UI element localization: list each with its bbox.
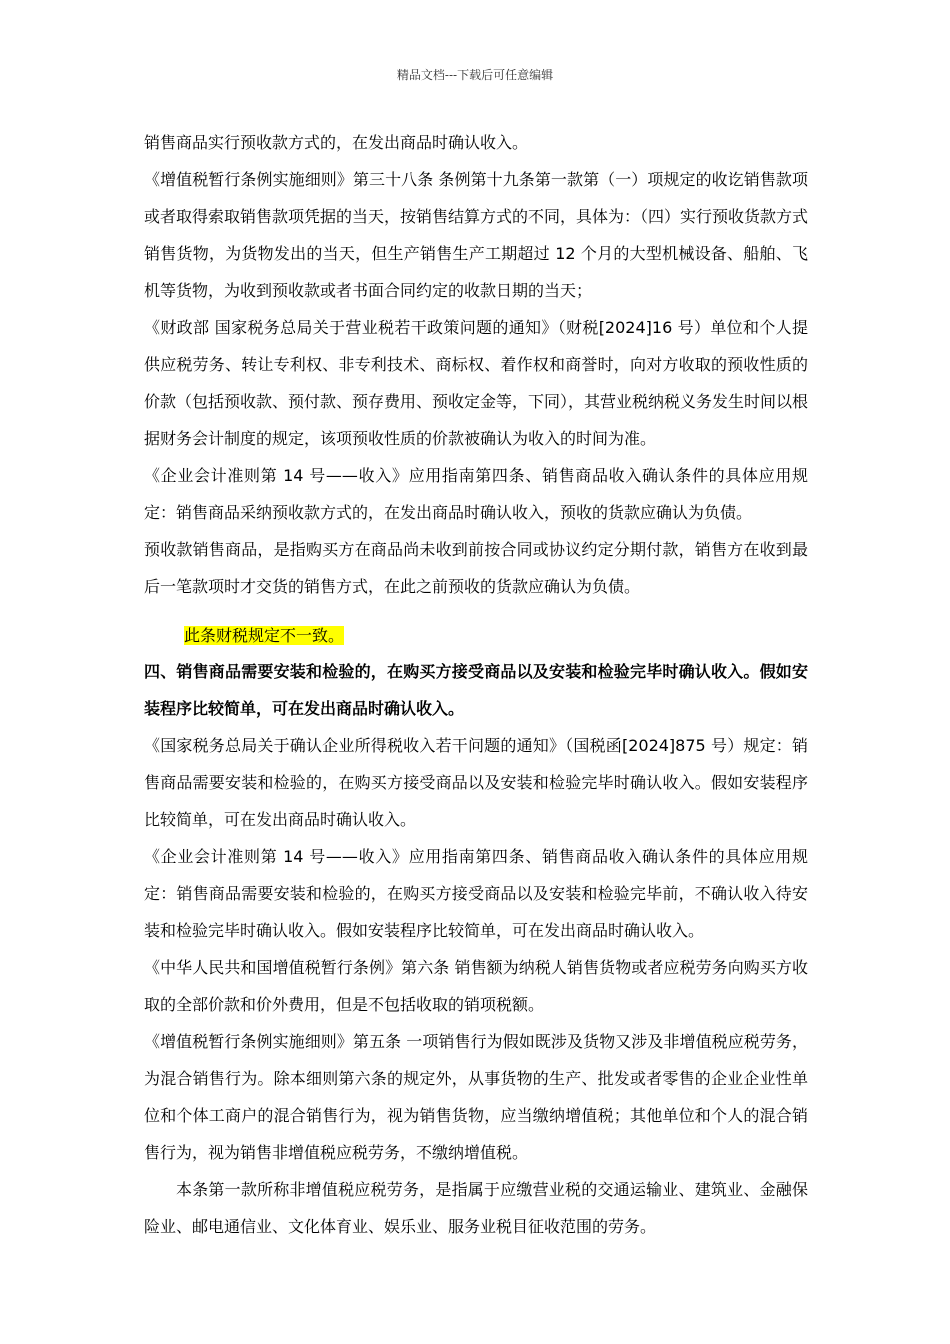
highlighted-note	[144, 619, 808, 653]
paragraph-accounting-standard-14-presale: 《企业会计准则第 14 号——收入》应用指南第四条、销售商品收入确认条件的具体应用规定：销售商品采纳预收款方式的，在发出商品时确认收入，预收的货款应确认为负债。	[144, 466, 808, 522]
paragraph-presale-revenue: 销售商品实行预收款方式的，在发出商品时确认收入。	[144, 133, 529, 152]
paragraph-non-vat-services: 本条第一款所称非增值税应税劳务，是指属于应缴营业税的交通运输业、建筑业、金融保险业、邮电通信业、文化体育业、娱乐业、服务业税目征收范围的劳务。	[144, 1180, 808, 1236]
paragraph-vat-rule-38: 《增值税暂行条例实施细则》第三十八条 条例第十九条第一款第（一）项规定的收讫销售款项或者取得索取销售款项凭据的当天，按销售结算方式的不同，具体为：（四）实行预收货款方式销售货物，为货物发出的当天，但生产销售生产工期超过 12 个月的大型机械设备、船舶、飞机等货物，为收到预收款或者书面合同约定的收款日期的当天；	[144, 170, 809, 300]
paragraph-business-tax-notice: 《财政部 国家税务总局关于营业税若干政策问题的通知》（财税[2024]16 号）单位和个人提供应税劳务、转让专利权、非专利技术、商标权、着作权和商誉时，向对方收取的预收性质的价款（包括预收款、预付款、预存费用、预收定金等，下同），其营业税纳税义务发生时间以根据财务会计制度的规定，该项预收性质的价款被确认为收入的时间为准。	[144, 318, 809, 448]
document-body	[144, 124, 808, 1245]
spacer	[144, 605, 808, 619]
paragraph-vat-rule-5: 《增值税暂行条例实施细则》第五条 一项销售行为假如既涉及货物又涉及非增值税应税劳务，为混合销售行为。除本细则第六条的规定外，从事货物的生产、批发或者零售的企业企业性单位和个体工商户的混合销售行为，视为销售货物，应当缴纳增值税；其他单位和个人的混合销售行为，视为销售非增值税应税劳务，不缴纳增值税。	[144, 1032, 808, 1162]
section-heading-4: 四、销售商品需要安装和检验的，在购买方接受商品以及安装和检验完毕时确认收入。假如安装程序比较简单，可在发出商品时确认收入。	[144, 662, 808, 718]
paragraph-presale-definition: 预收款销售商品，是指购买方在商品尚未收到前按合同或协议约定分期付款，销售方在收到最后一笔款项时才交货的销售方式，在此之前预收的货款应确认为负债。	[144, 540, 808, 596]
paragraph-vat-regulation-6: 《中华人民共和国增值税暂行条例》第六条 销售额为纳税人销售货物或者应税劳务向购买方收取的全部价款和价外费用，但是不包括收取的销项税额。	[144, 958, 808, 1014]
paragraph-income-tax-notice: 《国家税务总局关于确认企业所得税收入若干问题的通知》（国税函[2024]875 号）规定：销售商品需要安装和检验的，在购买方接受商品以及安装和检验完毕时确认收入。假如安装程序比较简单，可在发出商品时确认收入。	[144, 736, 808, 829]
paragraph-accounting-standard-14-installation: 《企业会计准则第 14 号——收入》应用指南第四条、销售商品收入确认条件的具体应用规定：销售商品需要安装和检验的，在购买方接受商品以及安装和检验完毕前，不确认收入待安装和检验完毕时确认收入。假如安装程序比较简单，可在发出商品时确认收入。	[144, 847, 808, 940]
page-header: 精品文档---下载后可任意编辑	[396, 68, 554, 82]
highlight-text: 此条财税规定不一致。	[184, 626, 345, 645]
